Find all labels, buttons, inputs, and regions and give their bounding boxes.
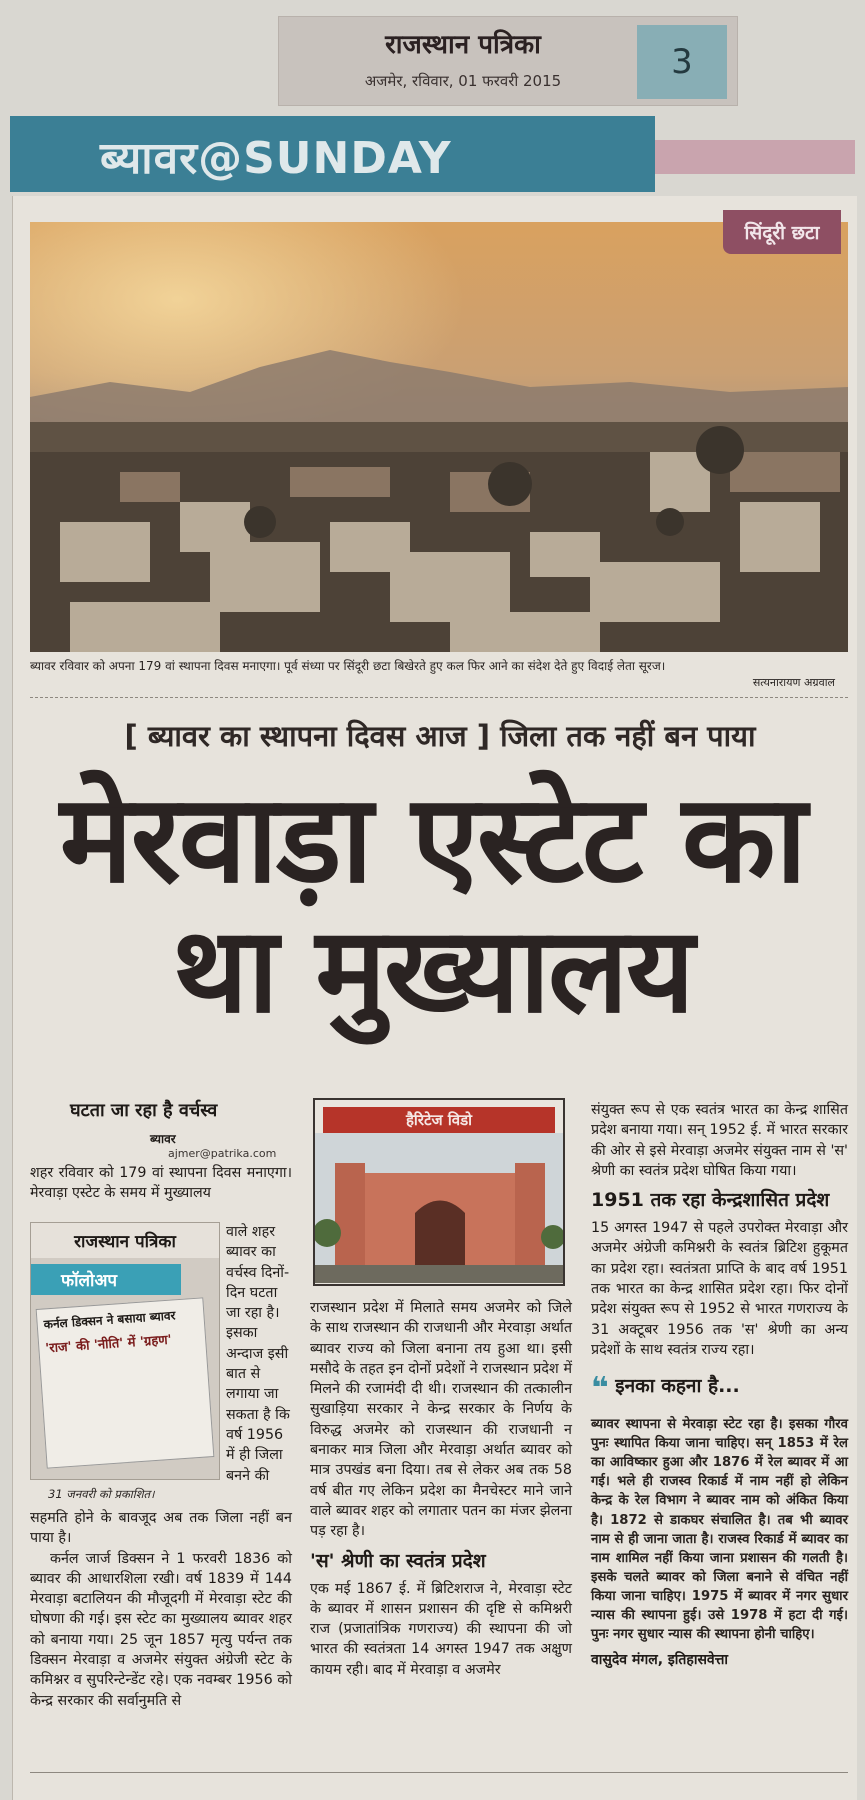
col1-para-2: सहमति होने के बावजूद अब तक जिला नहीं बन पाया है। (30, 1510, 292, 1547)
cityscape-illustration (30, 222, 848, 652)
clipping (36, 1297, 215, 1468)
col1-para-3: कर्नल जार्ज डिक्सन ने 1 फरवरी 1836 को ब्यावर की आधारशिला रखी। वर्ष 1839 में 144 मेरवाड़ा बटालियन की मौजूदगी में मेरवाड़ा स्टेट की घोषणा की गई। इस स्टेट का मुख्यालय ब्यावर शहर को बनाया गया। 25 जून 1857 मृत्यु पर्यन्त तक डिक्सन मेरवाड़ा व अजमेर संयुक्त अंग्रेजी स्टेट के कमिश्नर व सुपरिन्टेन्डेंट रहे। एक नवम्बर 1956 को केन्द्र सरकार की सर्वानुमति से (30, 1550, 292, 1709)
divider (30, 697, 848, 698)
dateline-place: ब्यावर (150, 1132, 176, 1146)
photo-credit: सत्यनारायण अग्रवाल (752, 676, 835, 689)
quote-mark-icon: ❝ (591, 1371, 609, 1407)
story-kicker: [ ब्यावर का स्थापना दिवस आज ] जिला तक नहीं बन पाया (124, 719, 756, 753)
col1-side-text: वाले शहर ब्यावर का वर्चस्व दिनों-दिन घटता जा रहा है। इसका अन्दाज इसी बात से लगाया जा सकता है कि वर्ष 1956 में ही जिला बनने की (226, 1224, 290, 1484)
followup-paper: राजस्थान पत्रिका (31, 1223, 219, 1258)
col1-para-1: शहर रविवार को 179 वां स्थापना दिवस मनाएगा। मेरवाड़ा एस्टेट के समय में मुख्यालय (30, 1165, 292, 1202)
col3-para-1: संयुक्त रूप से एक स्वतंत्र भारत का केन्द्र शासित प्रदेश बनाया गया। सन् 1952 ई. में भारत सरकार की ओर से इसे मेरवाड़ा अजमेर संयुक्त नाम से 'स' श्रेणी का स्वतंत्र प्रदेश घोषित किया गया। (591, 1102, 848, 1179)
heritage-label: हैरिटेज विडो (323, 1107, 555, 1133)
photo-tag: सिंदूरी छटा (723, 210, 841, 254)
heritage-window (313, 1098, 565, 1286)
clipping-headline-1: कर्नल डिक्सन ने बसाया ब्यावर (43, 1308, 176, 1332)
column-1 (30, 1145, 292, 1204)
followup-caption: 31 जनवरी को प्रकाशित। (48, 1487, 155, 1501)
followup-box (30, 1222, 220, 1480)
col3-para-2: 15 अगस्त 1947 से पहले उपरोक्त मेरवाड़ा और अजमेर अंग्रेजी कमिश्नरी के स्वतंत्र ब्रिटिश हुकूमत का प्रदेश रहा। स्वतंत्रता प्राप्ति के बाद वर्ष 1951 तक भारत का केन्द्र शासित प्रदेश रहा। फिर दोनों प्रदेश संयुक्त रूप से 1952 से भारत गणराज्य के 31 अक्टूबर 1956 तक 'स' श्रेणी का अन्य प्रदेशों के साथ स्वतंत्र राज्य रहा। (591, 1220, 848, 1358)
photo-caption: ब्यावर रविवार को अपना 179 वां स्थापना दिवस मनाएगा। पूर्व संध्या पर सिंदूरी छटा बिखेरते हुए कल फिर आने का संदेश देते हुए विदाई लेता सूरज। (30, 659, 666, 673)
section-label: ब्यावर@SUNDAY (100, 133, 452, 184)
col1-title: घटता जा रहा है वर्चस्व (70, 1100, 218, 1121)
col2-subhead: 'स' श्रेणी का स्वतंत्र प्रदेश (310, 1549, 486, 1572)
page-number: 3 (637, 25, 727, 99)
reporter-email: ajmer@patrika.com (168, 1147, 277, 1160)
story-headline (20, 768, 845, 1040)
followup-badge: फॉलोअप (31, 1264, 181, 1295)
col2-para-1: राजस्थान प्रदेश में मिलाते समय अजमेर को जिले के साथ राजस्थान की राजधानी और मेरवाड़ा अर्थात ब्यावर राज्य को जिला बनाना तय हुआ था। इसी मसौदे के तहत इन दोनों प्रदेशों ने राजस्थान प्रदेश में मिलने की रजामंदी दी थी। राजस्थान की तत्कालीन सुखाड़िया सरकार ने केन्द्र सरकार के निर्णय के विरुद्ध अजमेर को राजस्थान की राजधानी न बनाकर मात्र जिला और मेरवाड़ा अर्थात ब्यावर को मात्र उपखंड बना दिया। तब से लेकर अब तक 58 वर्ष बीत गए लेकिन प्रदेश का मैनचेस्टर माने जाने वाले ब्यावर शहर को लगातार पतन का मंजर झेलना पड़ रहा है। (310, 1300, 572, 1540)
paper-name: राजस्थान पत्रिका (385, 30, 541, 60)
quote-author: वासुदेव मंगल, इतिहासवेत्ता (591, 1651, 728, 1668)
column-1-lower (30, 1508, 292, 1711)
col2-para-2: एक मई 1867 ई. में ब्रिटिशराज ने, मेरवाड़ा स्टेट के ब्यावर में शासन प्रशासन की दृष्टि से कमिश्नरी राज (प्रजातांत्रिक गणराज्य) की स्थापना की जो भारत की स्वतंत्रता 14 अगस्त 1947 तक अक्षुण कायम रही। बाद में मेरवाड़ा व अजमेर (310, 1580, 572, 1678)
masthead (278, 16, 738, 106)
quote-heading (591, 1368, 848, 1411)
sunset-photo (30, 222, 848, 652)
quote-title: इनका कहना है... (615, 1375, 740, 1398)
bottom-rule (30, 1772, 848, 1773)
headline-line-2: था मुख्यालय (172, 901, 693, 1040)
quote-body: ब्यावर स्थापना से मेरवाड़ा स्टेट रहा है। इसका गौरव पुनः स्थापित किया जाना चाहिए। सन् 1853 में रेल का आविष्कार हुआ और 1876 में रेल ब्यावर में आ गई। भले ही राजस्व रिकार्ड में नाम नहीं हो लेकिन केन्द्र के रेल विभाग ने ब्यावर नाम को अंकित किया है। 1872 से डाकघर संचालित है। तब भी ब्यावर नाम से ही जाना जाता है। राजस्व रिकार्ड में ब्यावर का नाम शामिल नहीं किया जाना प्रशासन की गलती है। इसके चलते ब्यावर को जिला बनाने से वंचित नहीं किया जाना चाहिए। 1975 में ब्यावर में नगर सुधार न्यास की स्थापना हुई। उसे 1978 में हटा दी गई। पुनः नगर सुधार न्यास की स्थापना होनी चाहिए। (591, 1416, 848, 1643)
section-band (10, 116, 855, 192)
headline-line-1: मेरवाड़ा एस्टेट का (59, 768, 806, 910)
band-pink (655, 140, 855, 174)
column-3 (591, 1100, 848, 1670)
clipping-headline-2: 'राज' की 'नीति' में 'ग्रहण' (44, 1332, 173, 1357)
gate-illustration (315, 1133, 563, 1283)
column-2 (310, 1298, 572, 1680)
col3-subhead: 1951 तक रहा केन्द्रशासित प्रदेश (591, 1189, 830, 1212)
dateline: अजमेर, रविवार, 01 फरवरी 2015 (364, 72, 562, 90)
